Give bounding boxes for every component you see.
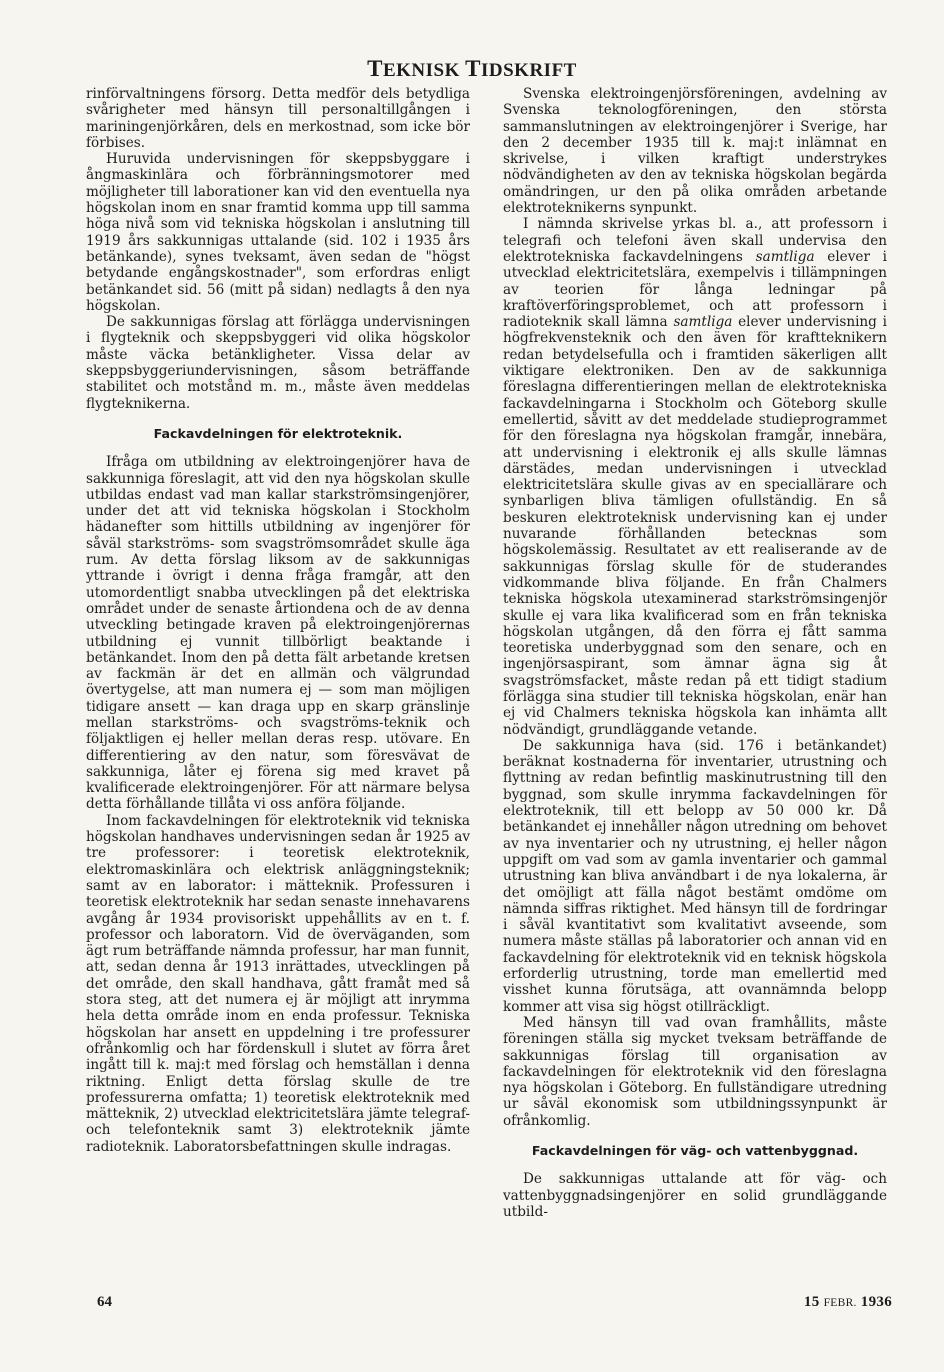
journal-masthead: [0, 56, 944, 82]
section-heading-vag-vatten: Fackavdelningen för väg- och vattenbyggnad.: [531, 1143, 859, 1158]
right-paragraph-5: De sakkunnigas uttalande att för väg- och vattenbyggnadsingenjörer en solid grundläggande utbild-: [503, 1171, 887, 1220]
left-column: [86, 86, 470, 1155]
masthead-initial-1: T: [367, 56, 383, 81]
right-column: [503, 86, 887, 1220]
issue-date-day: 15: [803, 1294, 820, 1310]
emphasis-samtliga-2: samtliga: [673, 314, 733, 331]
left-paragraph-5: Inom fackavdelningen för elektroteknik vid tekniska högskolan handhaves undervisningen sedan år 1925 av tre professorer: i teoretisk elektroteknik, elektromaskinlära och elektrisk anläggningsteknik; samt av en laborator: i mätteknik. Professuren i teoretisk elektroteknik har sedan senaste innehavarens avgång år 1934 provisoriskt uppehållits av en t. f. professor och laboratorn. Vid de överväganden, som ägt rum beträffande nämnda professur, har man funnit, att, sedan denna år 1913 inrättades, utvecklingen på det område, den skall handhava, gått framåt med så stora steg, att det numera ej är möjligt att inrymma hela detta område inom en enda professur. Tekniska högskolan har ansett en uppdelning i tre professurer ofrånkomlig och har fördenskull i slutet av förra året ingått till k. maj:t med förslag och hemställan i denna riktning. Enligt detta förslag skulle de tre professurerna omfatta; 1) teoretisk elektroteknik med mätteknik, 2) utvecklad elektricitetslära jämte telegraf- och telefonteknik samt 3) elektroteknik jämte radioteknik. Laboratorsbefattningen skulle indragas.: [86, 812, 470, 1155]
left-paragraph-3: De sakkunnigas förslag att förlägga undervisningen i flygteknik och skeppsbyggeri vid olika högskolor måste väcka betänkligheter. Vissa delar av skeppsbyggeriundervisningen, såsom beträffande stabilitet och motstånd m. m., måste även meddelas flygteknikerna.: [86, 314, 470, 412]
masthead-rest-1: EKNISK: [382, 60, 460, 81]
issue-date-month: FEBR.: [823, 1297, 857, 1309]
right-paragraph-3: De sakkunniga hava (sid. 176 i betänkandet) beräknat kostnaderna för inventarier, utrustning och flyttning av redan befintlig maskinutrustning till den byggnad, som skulle inrymma fackavdelningen för elektroteknik, till ett belopp av 50 000 kr. Då betänkandet ej innehåller någon utredning om behovet av nya inventarier och ny utrustning, ej heller någon uppgift om vad som av gamla inventarier och gammal utrustning kan bliva användbart i de nya lokalerna, är det omöjligt att fälla något bestämt omdöme om nämnda siffras riktighet. Med hänsyn till de fordringar i såväl kvantitativt som kvalitativt avseende, som numera måste ställas på laboratorier och annan vid en fackavdelning för elektroteknik vid en teknisk högskola erforderlig utrustning, torde man emellertid med visshet kunna förutsäga, att ovannämnda belopp kommer att visa sig högst otillräckligt.: [503, 737, 887, 1015]
right-paragraph-2-part-c: elever undervisning i högfrekvensteknik och den även för kraftteknikern redan betydelsefulla och i framtiden säkerligen allt viktigare elektroniken. Den av de sakkunniga föreslagna differentieringen mellan de elektrotekniska fackavdelningarna i Stockholm och Göteborg skulle emellertid, såvitt av det meddelade studieprogrammet för den föreslagna nya högskolan framgår, innebära, att undervisning i elektronik ej alls skulle lämnas därstädes, medan undervisningen i utvecklad elektricitetslära skulle givas av en speciallärare och synbarligen bliva tämligen ofullständig. En så beskuren elektroteknisk undervisning kan ej under nuvarande förhållanden betecknas som högskolemässig. Resultatet av ett realiserande av de sakkunnigas förslag skulle för de studerandes vidkommande bliva följande. En från Chalmers tekniska högskola utexaminerad starkströmsingenjör skulle ej vara lika kvalificerad som en från tekniska högskolan utgången, då den förra ej fått samma teoretiska underbyggnad som den senare, och en ingenjörsaspirant, som ämnar ägna sig åt svagströmsfacket, måste redan på ett tidigt stadium förlägga sina studier till tekniska högskolan, enär han ej vid Chalmers tekniska högskola kan inhämta allt nödvändigt, grundläggande vetande.: [503, 314, 887, 738]
page-number: 64: [97, 1294, 112, 1310]
left-paragraph-4: Ifråga om utbildning av elektroingenjörer hava de sakkunniga föreslagit, att vid den nya högskolan skulle utbildas endast vad man kallar starkströmsingenjörer, under det att vid tekniska högskolan i Stockholm hädanefter som hittills utbildning av ingenjörer för såväl starkströms- som svagströmsområdet skulle äga rum. Av detta förslag liksom av de sakkunnigas yttrande i övrigt i denna fråga framgår, att den utomordentligt snabba utvecklingen på det elektriska området under de senaste årtiondena och de av denna utveckling betingade kraven på elektroingenjörernas utbildning ej vunnit tillbörligt beaktande i betänkandet. Inom den på detta fält arbetande kretsen av fackmän är det en allmän och välgrundad övertygelse, att man numera ej — som man möjligen tidigare ansett — kan draga upp en skarp gränslinje mellan starkströms- och svagströms-teknik och följaktligen ej heller mellan deras resp. utövare. En differentiering av den natur, som föresvävat de sakkunniga, låter ej förena sig med kravet på kvalificerade elektroingenjörer. För att närmare belysa detta förhållande tillåta vi oss anföra följande.: [86, 454, 470, 813]
left-paragraph-2: Huruvida undervisningen för skeppsbyggare i ångmaskinlära och förbränningsmotorer med möjligheter till laborationer kan vid den eventuella nya högskolan inom en snar framtid komma upp till samma höga nivå som vid tekniska högskolan i anslutning till 1919 års sakkunnigas uttalande (sid. 102 i 1935 års betänkande), synes tveksamt, även sedan de "högst betydande engångskostnader", som erfordras enligt betänkandet sid. 56 (mitt på sidan) nedlagts å den nya högskolan.: [86, 151, 470, 314]
right-paragraph-2: [503, 216, 887, 738]
emphasis-samtliga-1: samtliga: [755, 248, 815, 265]
issue-date: [804, 1294, 892, 1311]
right-paragraph-1: Svenska elektroingenjörsföreningen, avdelning av Svenska teknologföreningen, den största sammanslutningen av elektroingenjörer i Sverige, har den 2 december 1935 till k. maj:t inlämnat en skrivelse, i vilken kraftigt understrykes nödvändigheten av den av tekniska högskolan begärda omändringen, ur den på olika områden arbetande elektroteknikerns synpunkt.: [503, 86, 887, 217]
left-paragraph-1: rinförvaltningens försorg. Detta medför dels betydliga svårigheter med hänsyn till personaltillgången i mariningenjörkåren, dels en merkostnad, som icke bör förbises.: [86, 86, 470, 151]
masthead-rest-2: IDSKRIFT: [481, 60, 577, 81]
right-paragraph-2-part-a: I nämnda skrivelse yrkas bl. a., att professorn i telegrafi och telefoni även skall undervisa den elektrotekniska fackavdelningens: [503, 216, 887, 265]
masthead-initial-2: T: [465, 56, 481, 81]
right-paragraph-4: Med hänsyn till vad ovan framhållits, måste föreningen ställa sig mycket tveksam beträffande de sakkunnigas förslag till organisation av fackavdelningen för elektroteknik vid den föreslagna nya högskolan i Göteborg. En fullständigare utredning ur såväl ekonomisk som utbildningssynpunkt är ofrånkomlig.: [503, 1014, 887, 1129]
section-heading-elektroteknik: Fackavdelningen för elektroteknik.: [153, 425, 403, 441]
right-paragraph-2-part-b: elever i utvecklad elektricitetslära, exempelvis i tillämpningen av teorien för långa ledningar på kraftöverföringsproblemet, och att professorn i radioteknik skall lämna: [503, 248, 888, 331]
issue-date-year: 1936: [860, 1294, 892, 1310]
